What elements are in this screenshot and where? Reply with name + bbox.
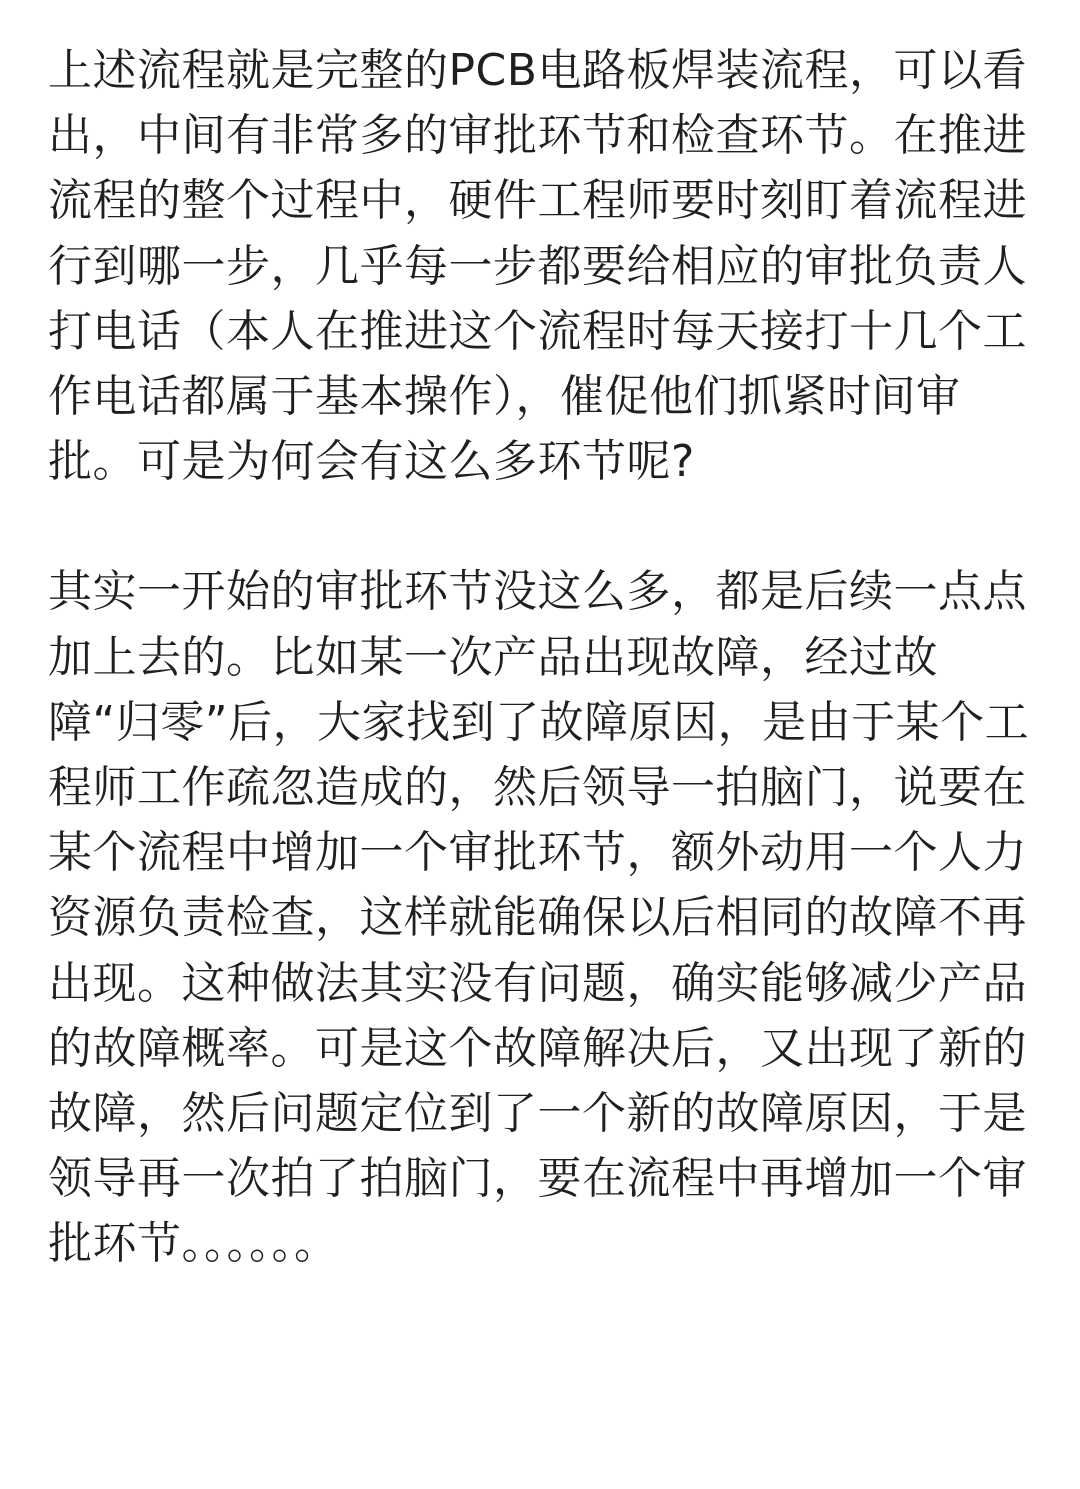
article-paragraph-2: 其实一开始的审批环节没这么多，都是后续一点点加上去的。比如某一次产品出现故障，经过故障“归零”后，大家找到了故障原因，是由于某个工程师工作疏忽造成的，然后领导一拍脑门，说要在某个流程中增加一个审批环节，额外动用一个人力资源负责检查，这样就能确保以后相同的故障不再出现。这种做法其实没有问题，确实能够减少产品的故障概率。可是这个故障解决后，又出现了新的故障，然后问题定位到了一个新的故障原因，于是领导再一次拍了拍脑门，要在流程中再增加一个审批环节。。。。。。 xyxy=(48,566,1030,1270)
article-paragraph-1: 上述流程就是完整的PCB电路板焊装流程，可以看出，中间有非常多的审批环节和检查环节。在推进流程的整个过程中，硬件工程师要时刻盯着流程进行到哪一步，几乎每一步都要给相应的审批负责人打电话（本人在推进这个流程时每天接打十几个工作电话都属于基本操作），催促他们抓紧时间审批。可是为何会有这么多环节呢? xyxy=(48,45,1027,488)
